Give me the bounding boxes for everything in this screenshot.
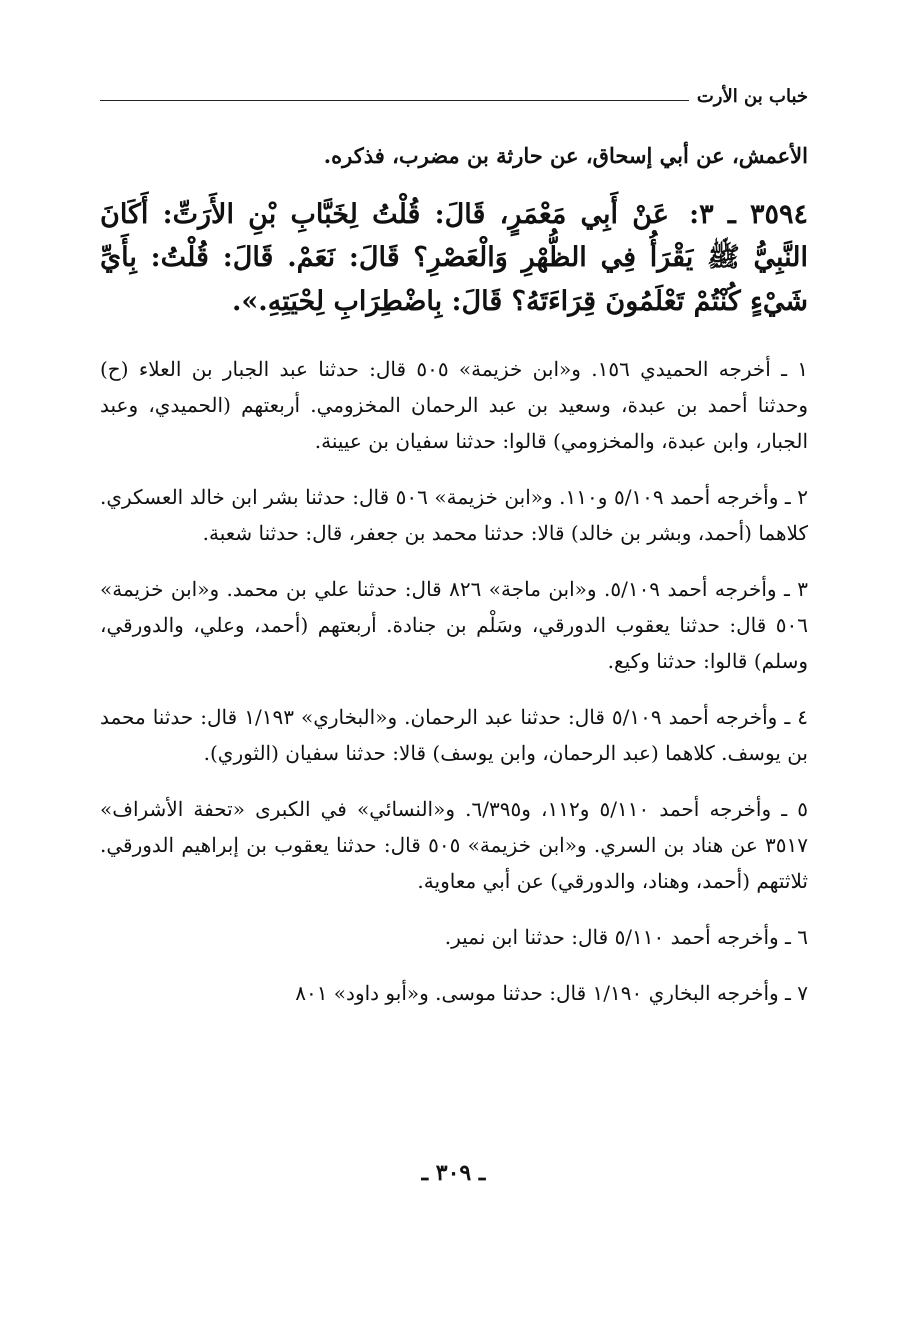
footnote: ٤ ـ وأخرجه أحمد ٥/١٠٩ قال: حدثنا عبد الرحمان. و«البخاري» ١/١٩٣ قال: حدثنا محمد بن يوسف. كلاهما (عبد الرحمان، وابن يوسف) قالا: حدثنا سفيان (الثوري). (100, 704, 808, 765)
page-number: ـ ٣٠٩ ـ (421, 1160, 486, 1186)
footnote: ٦ ـ وأخرجه أحمد ٥/١١٠ قال: حدثنا ابن نمير. (444, 924, 808, 949)
footnote: ٧ ـ وأخرجه البخاري ١/١٩٠ قال: حدثنا موسى. و«أبو داود» ٨٠١ (295, 980, 808, 1005)
running-title: خباب بن الأرت (696, 86, 808, 107)
page (100, 70, 808, 1270)
footnote: ٥ ـ وأخرجه أحمد ٥/١١٠ و١١٢، و٦/٣٩٥. و«النسائي» في الكبرى «تحفة الأشراف» ٣٥١٧ عن هناد بن السري. و«ابن خزيمة» ٥٠٥ قال: حدثنا يعقوب بن إبراهيم الدورقي. ثلاثتهم (أحمد، وهناد، والدورقي) عن أبي معاوية. (100, 796, 809, 893)
footnote: ٢ ـ وأخرجه أحمد ٥/١٠٩ و١١٠. و«ابن خزيمة» ٥٠٦ قال: حدثنا بشر ابن خالد العسكري. كلاهما (أحمد، وبشر بن خالد) قالا: حدثنا محمد بن جعفر، قال: حدثنا شعبة. (100, 484, 809, 545)
lead-text: الأعمش، عن أبي إسحاق، عن حارثة بن مضرب، فذكره. (323, 143, 808, 168)
running-header (100, 70, 808, 106)
hadith-block (100, 193, 808, 324)
hadith-text: عَنْ أَبِي مَعْمَرٍ، قَالَ: قُلْتُ لِخَبَّابِ بْنِ الأَرَتِّ: أَكَانَ النَّبِيُّ ﷺ يَقْرَأُ فِي الظُّهْرِ وَالْعَصْرِ؟ قَالَ: نَعَمْ. قَالَ: قُلْتُ: بِأَيِّ شَيْءٍ كُنْتُمْ تَعْلَمُونَ قِرَاءَتَهُ؟ قَالَ: بِاضْطِرَابِ لِحْيَتِهِ.». (100, 198, 808, 317)
footnote: ٣ ـ وأخرجه أحمد ٥/١٠٩. و«ابن ماجة» ٨٢٦ قال: حدثنا علي بن محمد. و«ابن خزيمة» ٥٠٦ قال: حدثنا يعقوب الدورقي، وسَلْم بن جنادة. أربعتهم (أحمد، وعلي، والدورقي، وسلم) قالوا: حدثنا وكيع. (100, 576, 808, 673)
header-rule (100, 100, 689, 101)
footnotes (100, 351, 808, 1011)
footnote: ١ ـ أخرجه الحميدي ١٥٦. و«ابن خزيمة» ٥٠٥ قال: حدثنا عبد الجبار بن العلاء (ح) وحدثنا أحمد بن عبدة، وسعيد بن عبد الرحمان المخزومي. أربعتهم (الحميدي، وعبد الجبار، وابن عبدة، والمخزومي) قالوا: حدثنا سفيان بن عيينة. (100, 356, 808, 453)
hadith-number: ٣٥٩٤ ـ ٣: (689, 198, 808, 230)
